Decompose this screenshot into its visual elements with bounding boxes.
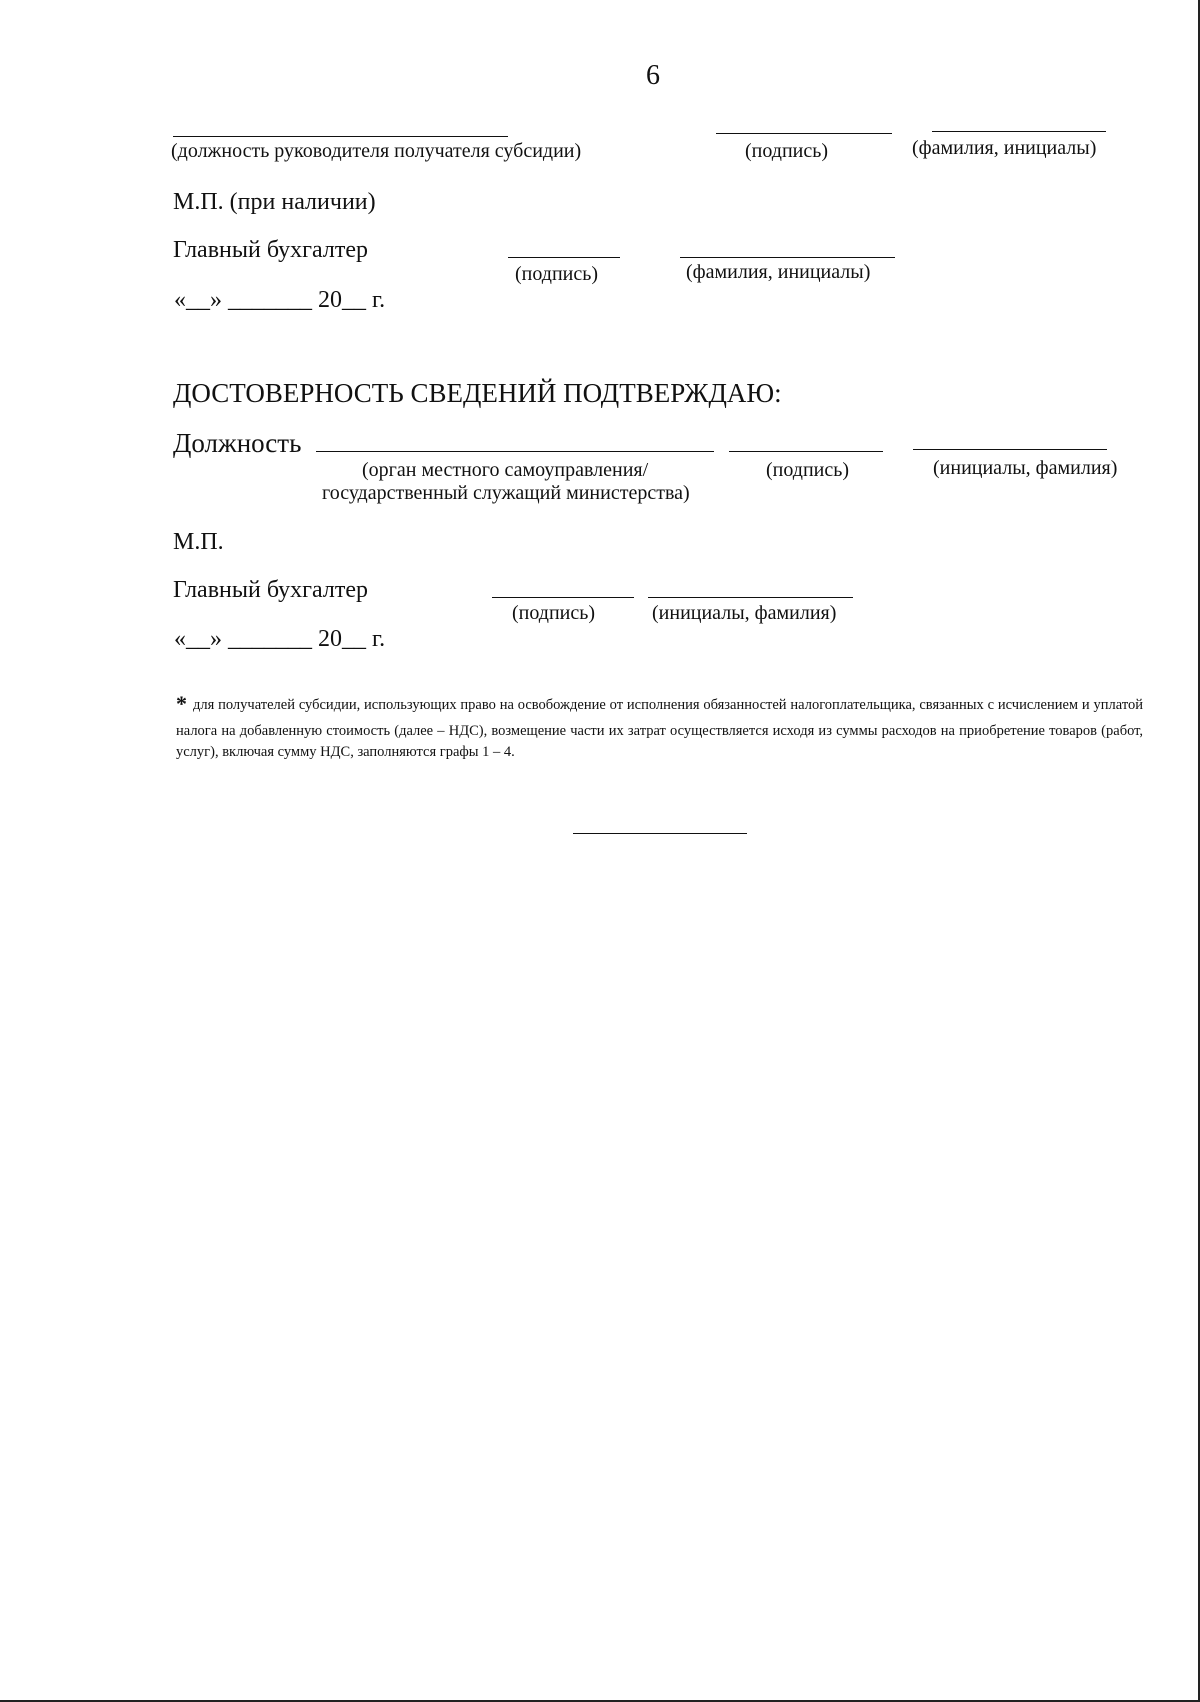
stamp-label-1: М.П. (при наличии) [173, 189, 376, 215]
stamp-label-2: М.П. [173, 529, 224, 555]
position-label: Должность [173, 428, 302, 458]
page-number: 6 [646, 60, 660, 91]
accountant-2-signature-line [492, 597, 634, 598]
footnote-text: для получателей субсидии, использующих право на освобождение от исполнения обязанностей налогоплательщика, связанных с исчислением и уплатой налога на добавленную стоимость (далее – НДС), возмещение части их затрат осуществляется исходя из суммы расходов на приобретение товаров (работ, услуг), включая сумму НДС, заполняются графы 1 – 4. [176, 697, 1143, 760]
accountant-1-signature-line [508, 257, 620, 258]
confirmation-heading: ДОСТОВЕРНОСТЬ СВЕДЕНИЙ ПОДТВЕРЖДАЮ: [173, 378, 782, 408]
confirmation-name-line [913, 449, 1107, 450]
organ-caption-line2: государственный служащий министерства) [322, 482, 690, 504]
head-signature-line [716, 133, 892, 134]
footnote [176, 688, 1143, 763]
head-position-line [173, 136, 508, 137]
head-name-line [932, 131, 1106, 132]
date-line-2: «__» _______ 20__ г. [174, 626, 386, 652]
organ-position-line [316, 451, 714, 452]
confirmation-signature-line [729, 451, 883, 452]
head-name-caption: (фамилия, инициалы) [912, 137, 1097, 159]
head-position-caption: (должность руководителя получателя субсидии) [171, 140, 582, 162]
accountant-2-name-line [648, 597, 853, 598]
accountant-1-signature-caption: (подпись) [515, 263, 599, 285]
confirmation-name-caption: (инициалы, фамилия) [933, 457, 1118, 479]
chief-accountant-title-2: Главный бухгалтер [173, 577, 368, 603]
chief-accountant-title-1: Главный бухгалтер [173, 237, 368, 263]
footnote-marker: * [176, 691, 187, 716]
head-signature-caption: (подпись) [745, 140, 829, 162]
end-separator-line [573, 833, 747, 834]
accountant-1-name-caption: (фамилия, инициалы) [686, 261, 871, 283]
date-line-1: «__» _______ 20__ г. [174, 287, 386, 313]
accountant-1-name-line [680, 257, 895, 258]
accountant-2-name-caption: (инициалы, фамилия) [652, 602, 837, 624]
confirmation-signature-caption: (подпись) [766, 459, 850, 481]
organ-caption-line1: (орган местного самоуправления/ [362, 459, 649, 481]
accountant-2-signature-caption: (подпись) [512, 602, 596, 624]
